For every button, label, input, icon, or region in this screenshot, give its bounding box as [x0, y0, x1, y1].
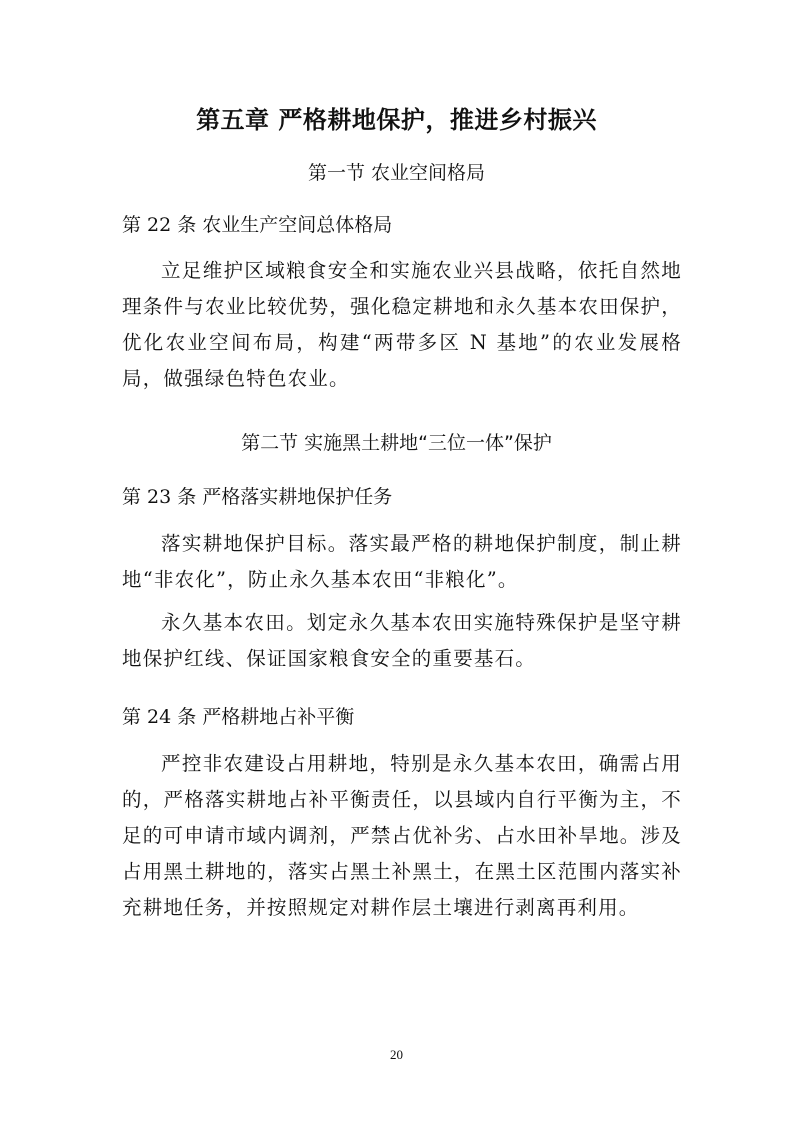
section-title-2: 第二节 实施黑土耕地“三位一体”保护 [241, 432, 552, 454]
article-heading-22: 第 22 条 农业生产空间总体格局 [122, 214, 393, 236]
chapter-title: 第五章 严格耕地保护，推进乡村振兴 [196, 106, 597, 134]
article-heading-23: 第 23 条 严格落实耕地保护任务 [122, 486, 393, 508]
section-title-1: 第一节 农业空间格局 [307, 162, 486, 184]
page-number: 20 [390, 1047, 403, 1062]
paragraph-article-22: 立足维护区域粮食安全和实施农业兴县战略，依托自然地理条件与农业比较优势，强化稳定耕地和永久基本农田保护，优化农业空间布局，构建“两带多区 N 基地”的农业发展格局，做强绿色特色农业。 [122, 259, 682, 390]
paragraph-article-24: 严控非农建设占用耕地，特别是永久基本农田，确需占用的，严格落实耕地占补平衡责任，以县域内自行平衡为主，不足的可申请市域内调剂，严禁占优补劣、占水田补旱地。涉及占用黑土耕地的，落实占黑土补黑土，在黑土区范围内落实补充耕地任务，并按照规定对耕作层土壤进行剥离再利用。 [122, 752, 682, 919]
article-heading-24: 第 24 条 严格耕地占补平衡 [122, 706, 355, 728]
paragraph-article-23-a: 落实耕地保护目标。落实最严格的耕地保护制度，制止耕地“非农化”，防止永久基本农田“非粮化”。 [122, 532, 682, 591]
paragraph-article-23-b: 永久基本农田。划定永久基本农田实施特殊保护是坚守耕地保护红线、保证国家粮食安全的重要基石。 [122, 611, 682, 670]
